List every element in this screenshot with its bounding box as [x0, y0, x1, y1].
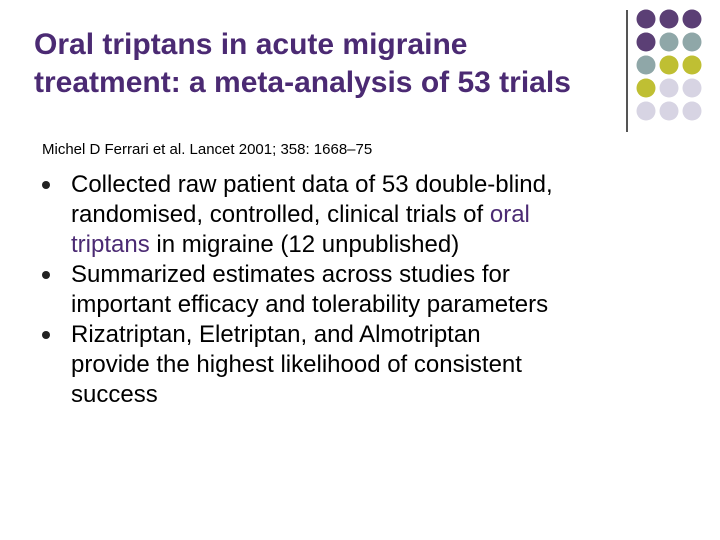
bullet-line	[71, 290, 700, 320]
decorative-dot	[660, 56, 679, 75]
decorative-dot	[660, 10, 679, 29]
bullet-item-3	[40, 320, 700, 410]
slide-title	[34, 26, 654, 102]
bullet-dot-icon	[42, 271, 50, 279]
decorative-dot	[683, 102, 702, 121]
bullet-highlight-text: oral	[489, 201, 530, 228]
bullet-dot-icon	[42, 331, 50, 339]
bullet-text: randomised, controlled, clinical trials of	[71, 201, 490, 228]
decorative-dot	[683, 56, 702, 75]
decorative-dot	[683, 79, 702, 98]
decorative-dot	[683, 33, 702, 52]
bullet-line	[71, 260, 700, 290]
decorative-dot	[660, 102, 679, 121]
bullet-text: provide the highest likelihood of consistent	[71, 351, 522, 378]
bullet-text: in migraine (12 unpublished)	[149, 231, 460, 258]
bullet-line	[71, 350, 700, 380]
decorative-divider	[626, 10, 628, 132]
bullet-list	[40, 170, 700, 410]
decorative-dot	[660, 33, 679, 52]
citation: Michel D Ferrari et al. Lancet 2001; 358: 1668–75	[42, 141, 373, 158]
bullet-highlight-text: triptans	[71, 231, 150, 258]
bullet-line	[71, 230, 700, 260]
bullet-line	[71, 170, 700, 200]
bullet-text: Rizatriptan, Eletriptan, and Almotriptan	[71, 321, 481, 348]
title-line-2: treatment: a meta-analysis of 53 trials	[34, 66, 571, 99]
decorative-dot	[683, 10, 702, 29]
bullet-item-2	[40, 260, 700, 320]
bullet-line	[71, 200, 700, 230]
bullet-text: success	[71, 381, 158, 408]
bullet-text: important efficacy and tolerability parameters	[71, 291, 549, 318]
bullet-item-1	[40, 170, 700, 260]
bullet-text: Summarized estimates across studies for	[71, 261, 510, 288]
bullet-line	[71, 320, 700, 350]
bullet-text: Collected raw patient data of 53 double-blind,	[71, 171, 553, 198]
bullet-dot-icon	[42, 181, 50, 189]
decorative-dot	[660, 79, 679, 98]
bullet-line	[71, 380, 700, 410]
title-line-1: Oral triptans in acute migraine	[34, 28, 468, 61]
decorative-dot	[637, 102, 656, 121]
